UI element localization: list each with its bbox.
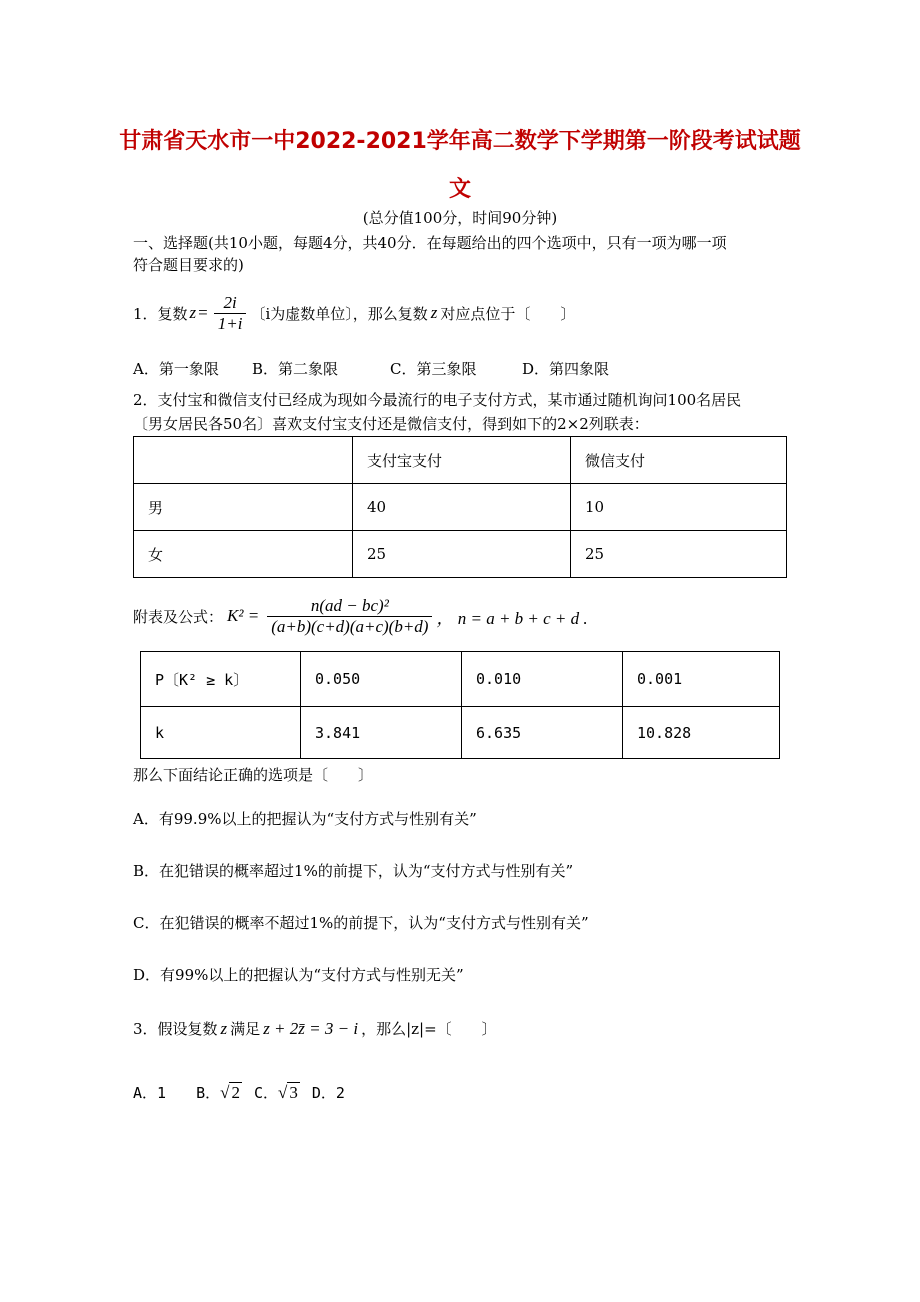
q3-z: z	[220, 1018, 228, 1038]
q1-tail: 对应点位于〔 〕	[440, 304, 576, 323]
table-cell: 10.828	[623, 707, 780, 759]
table-header-wechat: 微信支付	[571, 437, 787, 484]
formula-lhs: K² =	[227, 606, 260, 625]
exam-title-line1: 甘肃省天水市一中2022-2021学年高二数学下学期第一阶段考试试题	[119, 129, 801, 154]
q1-option-a: A．第一象限	[133, 360, 219, 378]
q3-equation: z + 2z̄ = 3 − i	[263, 1018, 359, 1038]
exam-title-line2: 文	[448, 177, 471, 202]
formula-label: 附表及公式：	[133, 607, 224, 626]
table-cell: 0.050	[301, 652, 462, 707]
q1-numerator: 2i	[214, 293, 247, 314]
q1-fraction	[214, 293, 247, 334]
table-cell: 6.635	[462, 707, 623, 759]
formula-fraction	[267, 596, 432, 637]
critical-value-table	[140, 651, 780, 759]
table-row	[141, 652, 780, 707]
table-row	[134, 531, 787, 578]
q1-denominator: 1+i	[217, 313, 243, 333]
q3-prefix: 3．假设复数	[133, 1020, 218, 1038]
formula-line	[133, 588, 588, 644]
question-1	[133, 290, 575, 336]
q3-option-c-sqrt: √ 3	[277, 1082, 298, 1102]
q3-option-c: C．	[253, 1084, 278, 1102]
q1-option-c: C．第三象限	[390, 360, 477, 378]
q1-option-b: B．第二象限	[252, 360, 339, 378]
table-cell: 25	[353, 531, 571, 578]
table-cell: 40	[353, 484, 571, 531]
q1-z: z	[189, 303, 197, 322]
section-instructions-line2: 符合题目要求的)	[133, 256, 244, 274]
q3-options	[133, 1082, 345, 1103]
q3-option-b: B．	[196, 1084, 221, 1102]
table-cell: 女	[134, 531, 353, 578]
table-cell: k	[141, 707, 301, 759]
table-cell: 10	[571, 484, 787, 531]
table-cell: P〔K² ≥ k〕	[141, 652, 301, 707]
formula-numerator: n(ad − bc)²	[267, 596, 432, 617]
q3-tail: ，那么|z|=〔 〕	[361, 1020, 497, 1038]
table-cell: 3.841	[301, 707, 462, 759]
contingency-table	[133, 436, 787, 578]
table-cell: 0.010	[462, 652, 623, 707]
table-row	[134, 484, 787, 531]
q3-option-b-sqrt: √ 2	[220, 1082, 240, 1102]
table-cell	[134, 437, 353, 484]
q2-text-line2: 〔男女居民各50名〕喜欢支付宝支付还是微信支付，得到如下的2×2列联表：	[133, 415, 649, 433]
formula-tail: ， n = a + b + c + d .	[436, 608, 588, 628]
q3-option-d: D．2	[311, 1084, 345, 1102]
q2-option-b: B．在犯错误的概率超过1%的前提下，认为“支付方式与性别有关”	[133, 862, 574, 880]
table-header-alipay: 支付宝支付	[353, 437, 571, 484]
q2-question: 那么下面结论正确的选项是〔 〕	[133, 766, 374, 784]
q1-z2: z	[430, 303, 438, 322]
q1-eq: =	[198, 303, 208, 322]
section-instructions-line1: 一、选择题(共10小题，每题4分，共40分．在每题给出的四个选项中，只有一项为哪一项	[133, 234, 727, 252]
q1-suffix: 〔i为虚数单位〕，那么复数	[250, 304, 428, 323]
table-cell: 0.001	[623, 652, 780, 707]
table-cell: 25	[571, 531, 787, 578]
q1-prefix: 1．复数	[133, 304, 188, 323]
q1-option-d: D．第四象限	[522, 360, 610, 378]
q2-option-d: D．有99%以上的把握认为“支付方式与性别无关”	[133, 966, 464, 984]
q2-option-a: A．有99.9%以上的把握认为“支付方式与性别有关”	[133, 810, 477, 828]
q2-text-line1: 2．支付宝和微信支付已经成为现如今最流行的电子支付方式，某市通过随机询问100名居民	[133, 391, 742, 409]
q3-option-c-radicand: 3	[289, 1082, 298, 1102]
score-info: (总分值100分，时间90分钟)	[362, 209, 558, 227]
q2-option-c: C．在犯错误的概率不超过1%的前提下，认为“支付方式与性别有关”	[133, 914, 589, 932]
q3-option-a: A．1	[133, 1084, 167, 1102]
q3-option-b-radicand: 2	[231, 1082, 240, 1102]
table-row	[141, 707, 780, 759]
formula-denominator: (a+b)(c+d)(a+c)(b+d)	[271, 616, 429, 636]
q3-mid: 满足	[230, 1020, 261, 1038]
table-row	[134, 437, 787, 484]
table-cell: 男	[134, 484, 353, 531]
question-3	[133, 1018, 497, 1039]
